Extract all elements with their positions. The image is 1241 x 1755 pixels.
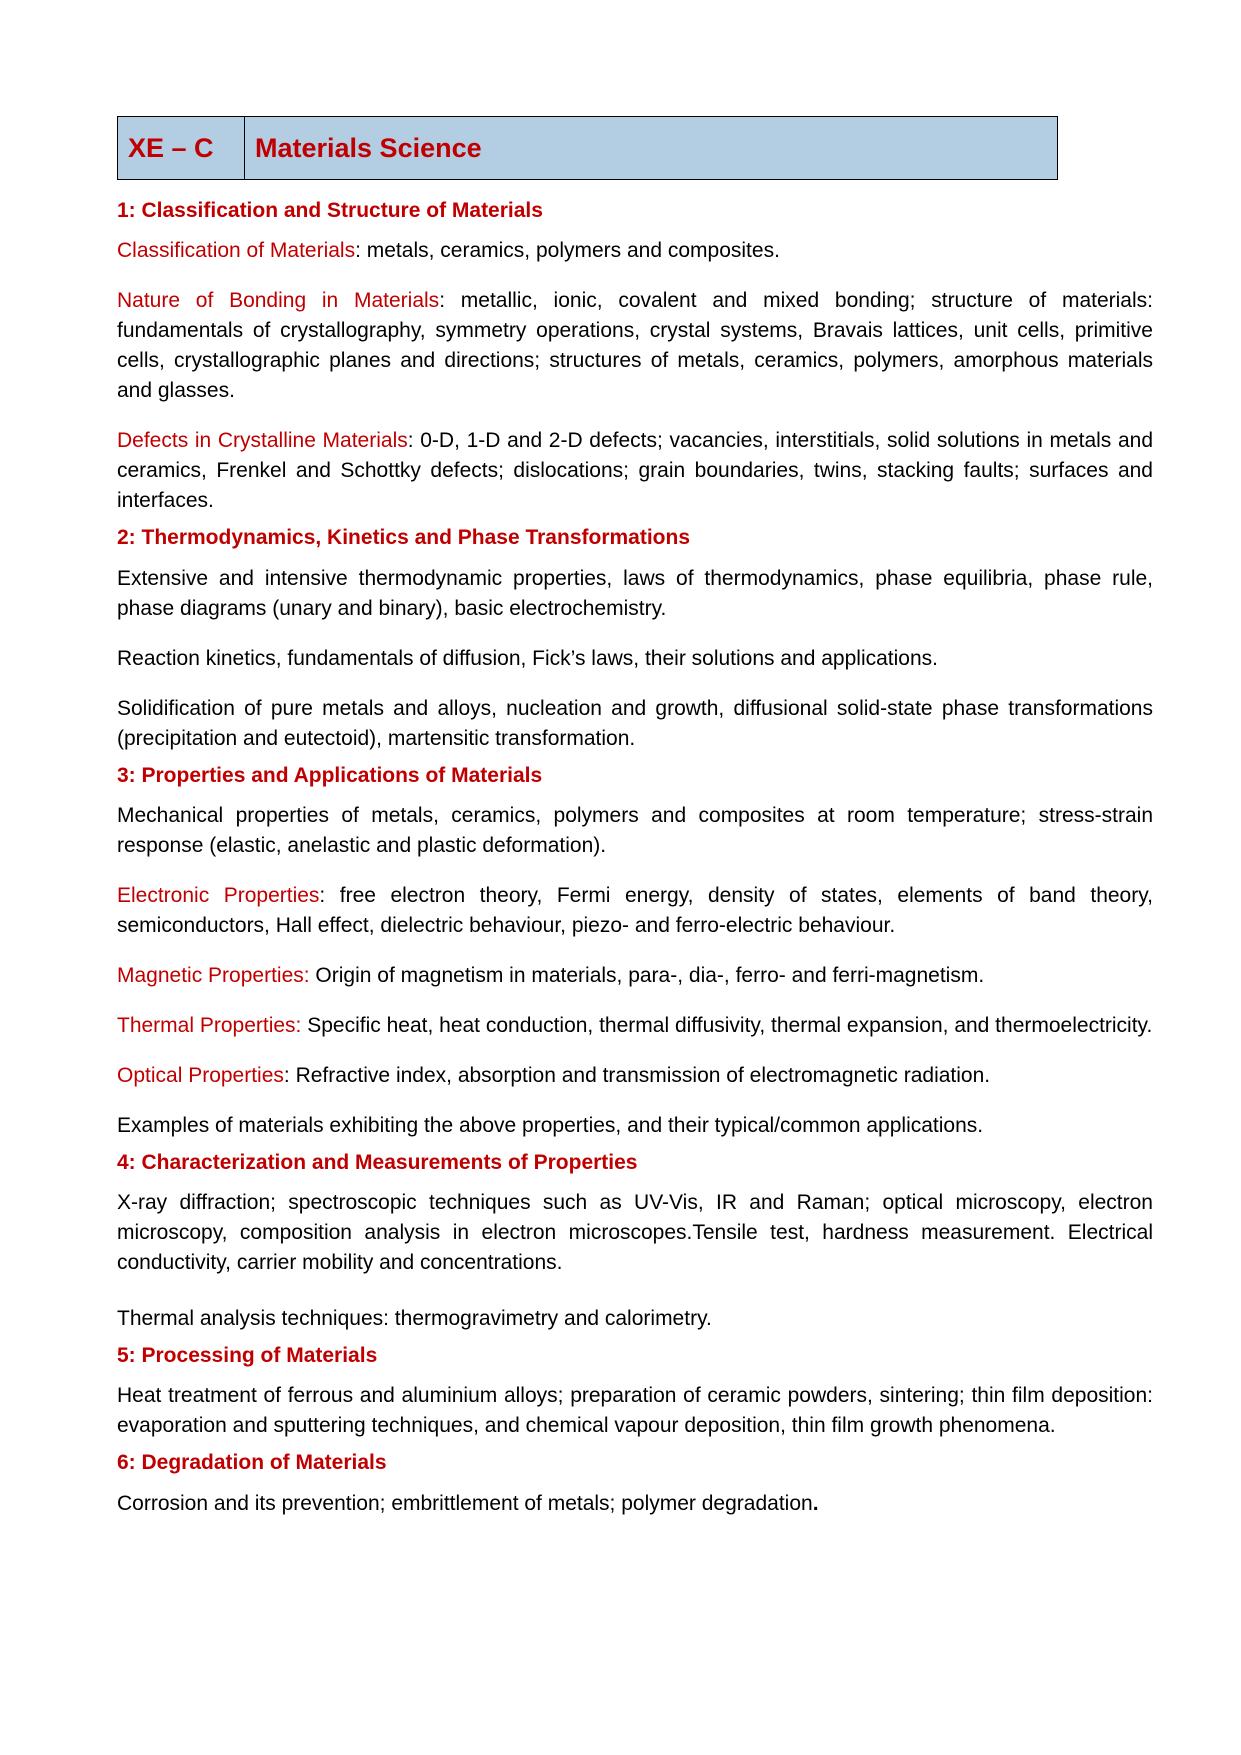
topic-term: Optical Properties xyxy=(117,1063,284,1087)
paragraph: Solidification of pure metals and alloys, nucleation and growth, diffusional solid-state phase transformations (precipitation and eutectoid), martensitic transformation. xyxy=(117,696,1153,750)
header-table xyxy=(117,116,1058,180)
topic-text: : Refractive index, absorption and transmission of electromagnetic radiation. xyxy=(283,1063,991,1087)
paragraph xyxy=(117,881,1153,941)
topic-text: Specific heat, heat conduction, thermal diffusivity, thermal expansion, and thermoelectricity. xyxy=(301,1013,1153,1037)
paragraph xyxy=(117,1011,1153,1041)
syllabus-page xyxy=(117,116,1153,1539)
paragraph: Examples of materials exhibiting the above properties, and their typical/common applications. xyxy=(117,1113,984,1137)
topic-term: Thermal Properties: xyxy=(117,1013,302,1037)
paper-title: Materials Science xyxy=(255,132,482,163)
paragraph: Heat treatment of ferrous and aluminium alloys; preparation of ceramic powders, sintering; thin film deposition: evaporation and sputtering techniques, and chemical vapour deposition, thin film growth phenomena. xyxy=(117,1384,1153,1438)
paper-code: XE – C xyxy=(118,117,245,179)
paragraph: Mechanical properties of metals, ceramics, polymers and composites at room temperature; stress-strain response (elastic, anelastic and plastic deformation). xyxy=(117,803,1153,857)
section-heading-3: 3: Properties and Applications of Materials xyxy=(117,763,543,787)
section-heading-1: 1: Classification and Structure of Materials xyxy=(117,199,543,222)
closing-period: . xyxy=(812,1491,819,1515)
paragraph: Reaction kinetics, fundamentals of diffusion, Fick’s laws, their solutions and applications. xyxy=(117,646,938,670)
paragraph xyxy=(117,286,1153,406)
topic-term: Classification of Materials xyxy=(117,239,356,263)
paragraph xyxy=(117,1489,1153,1519)
topic-text: : free electron theory, Fermi energy, density of states, elements of band theory, semiconductors, Hall effect, dielectric behaviour, piezo- and ferro-electric behaviour. xyxy=(117,883,1153,937)
topic-text: : metals, ceramics, polymers and composites. xyxy=(355,239,780,263)
section-heading-6: 6: Degradation of Materials xyxy=(117,1451,387,1475)
paragraph xyxy=(117,1061,1153,1091)
topic-term: Electronic Properties xyxy=(117,883,320,907)
topic-term: Nature of Bonding in Materials xyxy=(117,289,440,313)
section-heading-2: 2: Thermodynamics, Kinetics and Phase Transformations xyxy=(117,526,690,550)
topic-term: Magnetic Properties: xyxy=(117,963,310,987)
paragraph xyxy=(117,236,1153,266)
topic-text: Origin of magnetism in materials, para-, dia-, ferro- and ferri-magnetism. xyxy=(309,963,985,987)
paragraph: Extensive and intensive thermodynamic properties, laws of thermodynamics, phase equilibria, phase rule, phase diagrams (unary and binary), basic electrochemistry. xyxy=(117,566,1153,620)
paragraph: Thermal analysis techniques: thermogravimetry and calorimetry. xyxy=(117,1307,712,1331)
topic-text: Corrosion and its prevention; embrittlement of metals; polymer degradation xyxy=(117,1491,813,1515)
topic-text: : 0-D, 1-D and 2-D defects; vacancies, interstitials, solid solutions in metals and ceramics, Frenkel and Schottky defects; dislocations; grain boundaries, twins, stacking faults; surfaces and interfaces. xyxy=(117,429,1154,513)
topic-term: Defects in Crystalline Materials xyxy=(117,429,408,453)
topic-text: : metallic, ionic, covalent and mixed bonding; structure of materials: fundamentals of crystallography, symmetry operations, crystal systems, Bravais lattices, unit cells, primitive cells, crystallographic planes and directions; structures of metals, ceramics, polymers, amorphous materials and glasses. xyxy=(117,289,1153,403)
paragraph: X-ray diffraction; spectroscopic techniques such as UV-Vis, IR and Raman; optical microscopy, electron microscopy, composition analysis in electron microscopes.Tensile test, hardness measurement. Electrical conductivity, carrier mobility and concentrations. xyxy=(117,1191,1153,1275)
paragraph xyxy=(117,426,1153,516)
section-heading-4: 4: Characterization and Measurements of Properties xyxy=(117,1150,638,1174)
section-heading-5: 5: Processing of Materials xyxy=(117,1344,378,1368)
paragraph xyxy=(117,961,1153,991)
